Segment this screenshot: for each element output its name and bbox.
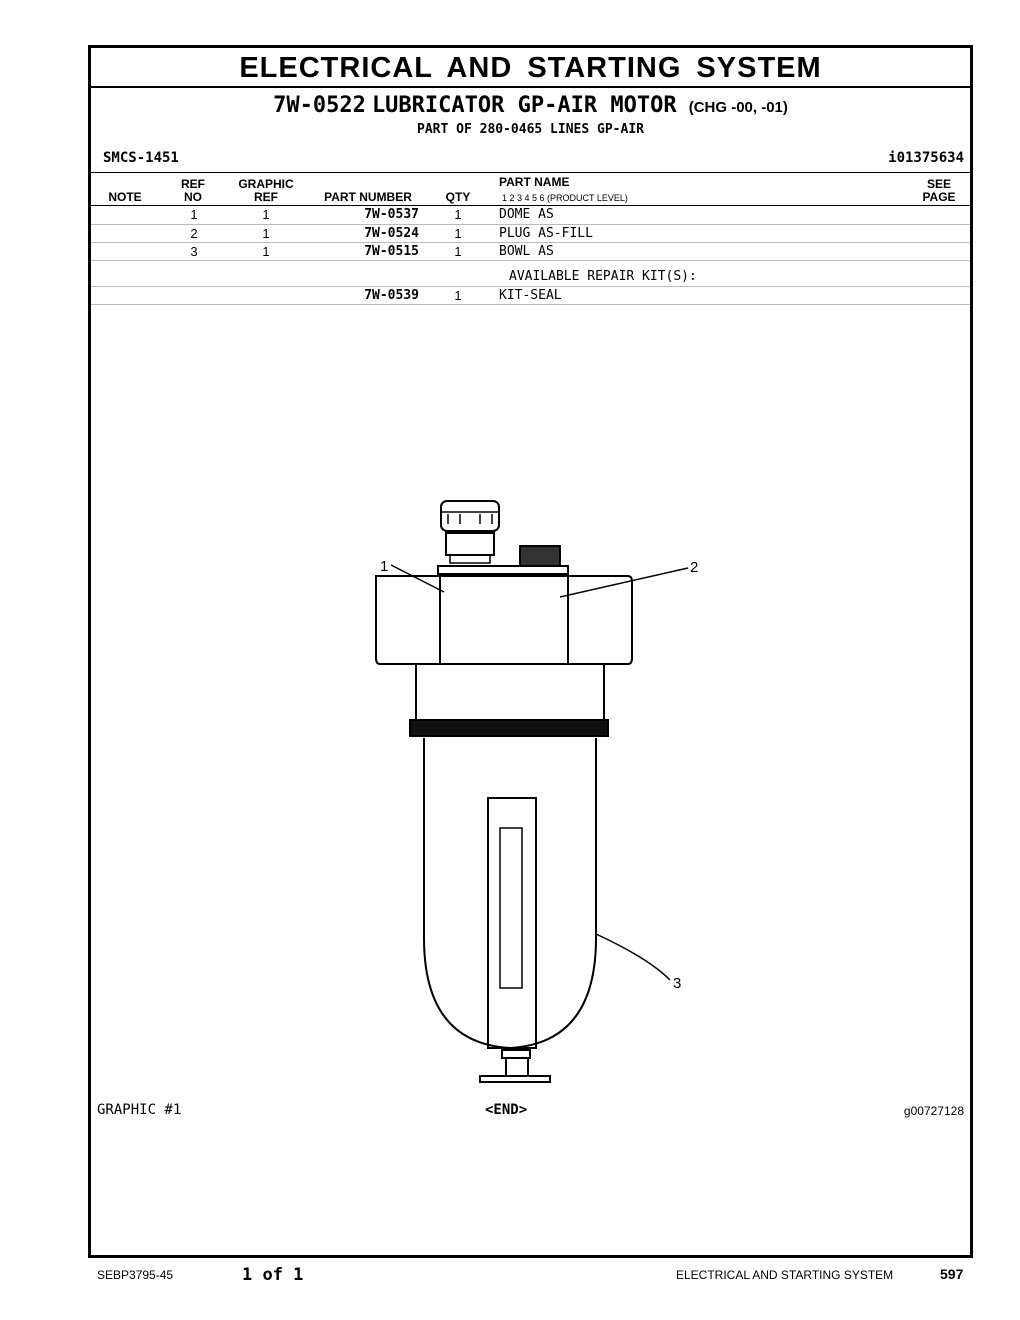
dome-knob bbox=[441, 501, 499, 531]
kit-name: KIT-SEAL bbox=[499, 288, 562, 303]
graphic-id: g00727128 bbox=[903, 1104, 964, 1118]
footer-page-number: 597 bbox=[940, 1266, 964, 1282]
fill-plug bbox=[520, 546, 560, 566]
footer-page-of: 1 of 1 bbox=[242, 1265, 304, 1285]
col-no-label: NO bbox=[184, 190, 202, 204]
group-title bbox=[91, 92, 970, 118]
lubricator-illustration bbox=[88, 488, 973, 1108]
table-row bbox=[91, 206, 970, 224]
group-name: LUBRICATOR GP-AIR MOTOR bbox=[371, 93, 677, 118]
page-frame bbox=[88, 45, 973, 1258]
repair-kit-heading: AVAILABLE REPAIR KIT(S): bbox=[509, 269, 697, 284]
part-name: DOME AS bbox=[499, 207, 554, 222]
kit-part-number: 7W-0539 bbox=[364, 288, 419, 303]
group-chg: (CHG -00, -01) bbox=[688, 99, 788, 116]
col-part-name: PART NAME bbox=[499, 175, 570, 189]
table-row bbox=[91, 287, 970, 305]
qty: 1 bbox=[454, 207, 462, 222]
part-name: BOWL AS bbox=[499, 244, 554, 259]
col-see-label: SEE bbox=[926, 177, 951, 191]
footer-section: ELECTRICAL AND STARTING SYSTEM bbox=[676, 1268, 894, 1282]
table-row bbox=[91, 225, 970, 243]
col-graphic-ref bbox=[231, 178, 301, 204]
part-name: PLUG AS-FILL bbox=[499, 226, 593, 241]
header-divider bbox=[91, 172, 970, 173]
end-marker: <END> bbox=[485, 1102, 528, 1118]
drain-nut bbox=[506, 1058, 528, 1076]
callout-leader-1 bbox=[391, 565, 444, 592]
col-qty: QTY bbox=[445, 190, 471, 204]
lubricator-body bbox=[376, 576, 440, 664]
smcs-code: SMCS-1451 bbox=[103, 150, 179, 166]
part-of-label: PART OF 280-0465 LINES GP-AIR bbox=[417, 122, 644, 137]
graphic-ref: 1 bbox=[262, 244, 270, 259]
kit-qty: 1 bbox=[454, 288, 462, 303]
ref-no: 3 bbox=[190, 244, 198, 259]
row-divider bbox=[91, 260, 970, 261]
callout-2: 2 bbox=[690, 559, 699, 576]
graphic-ref: 1 bbox=[262, 226, 270, 241]
section-title: ELECTRICAL AND STARTING SYSTEM bbox=[91, 48, 970, 88]
table-row bbox=[91, 243, 970, 261]
sight-glass bbox=[488, 798, 536, 1048]
qty: 1 bbox=[454, 226, 462, 241]
part-number: 7W-0524 bbox=[364, 226, 419, 241]
col-ref-no bbox=[173, 178, 213, 204]
col-page-label: PAGE bbox=[922, 190, 956, 204]
graphic-ref: 1 bbox=[262, 207, 270, 222]
bowl-ring bbox=[410, 720, 608, 736]
bowl bbox=[424, 738, 596, 1048]
col-graphic-label: GRAPHIC bbox=[238, 177, 294, 191]
col-part-number: PART NUMBER bbox=[324, 190, 412, 204]
illustration-id: i01375634 bbox=[888, 150, 964, 166]
graphic-label: GRAPHIC #1 bbox=[97, 1102, 182, 1118]
col-see-page bbox=[917, 178, 961, 204]
ref-no: 2 bbox=[190, 226, 198, 241]
dome-stem bbox=[446, 533, 494, 555]
callout-1: 1 bbox=[380, 558, 389, 575]
row-divider bbox=[91, 304, 970, 305]
part-number: 7W-0515 bbox=[364, 244, 419, 259]
callout-3: 3 bbox=[673, 975, 682, 992]
col-note: NOTE bbox=[108, 190, 142, 204]
callout-leader-2 bbox=[560, 568, 688, 597]
col-graphic-ref-label: REF bbox=[254, 190, 278, 204]
part-number: 7W-0537 bbox=[364, 207, 419, 222]
footer-doc-number: SEBP3795-45 bbox=[97, 1268, 174, 1282]
qty: 1 bbox=[454, 244, 462, 259]
callout-leader-3 bbox=[596, 934, 670, 980]
col-product-level: 1 2 3 4 5 6 (PRODUCT LEVEL) bbox=[502, 193, 628, 203]
group-part-number: 7W-0522 bbox=[273, 93, 366, 118]
col-ref-label: REF bbox=[181, 177, 205, 191]
ref-no: 1 bbox=[190, 207, 198, 222]
